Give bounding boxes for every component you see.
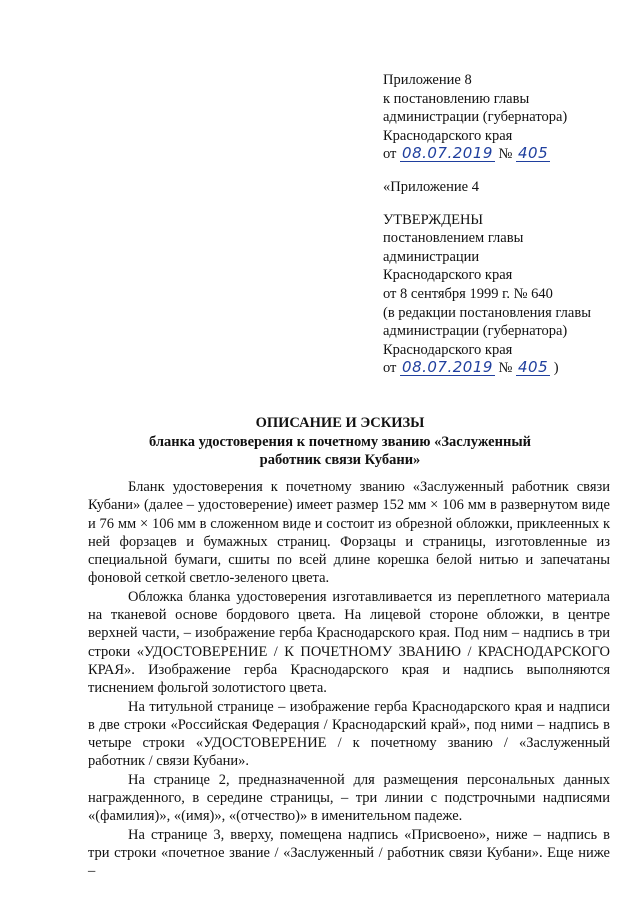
approved-line-7: администрации (губернатора)	[383, 323, 568, 340]
document-title	[40, 414, 640, 470]
handwritten-number: 405	[518, 358, 549, 377]
header-appendix-block	[383, 71, 633, 378]
title-line-1: ОПИСАНИЕ И ЭСКИЗЫ	[255, 415, 425, 431]
number-sign: №	[498, 360, 513, 377]
approved-line-5: от 8 сентября 1999 г. № 640	[383, 285, 553, 302]
paragraph-4: На странице 2, предназначенной для размещения персональных данных награжденного, в середине страницы, – три линии с подстрочными надписями «(фамилия)», «(имя)», «(отчество)» в именительном падеже.	[88, 771, 610, 825]
appendix-line-4: Краснодарского края	[383, 127, 513, 144]
approved-line-8: Краснодарского края	[383, 341, 513, 358]
paragraph-2: Обложка бланка удостоверения изготавливается из переплетного материала на тканевой основе бордового цвета. На лицевой стороне обложки, в центре верхней части, – изображение герба Краснодарского края. Под ним – надпись в три строки «УДОСТОВЕРЕНИЕ / К ПОЧЕТНОМУ ЗВАНИЮ / КРАСНОДАРСКОГО КРАЯ». Изображение герба Краснодарского края и надпись выполняются тиснением фольгой золотистого цвета.	[88, 588, 610, 697]
title-line-3: работник связи Кубани»	[259, 452, 421, 468]
paragraph-5: На странице 3, вверху, помещена надпись «Присвоено», ниже – надпись в три строки «почетное звание / «Заслуженный / работник связи Кубани». Еще ниже –	[88, 826, 610, 880]
handwritten-date: 08.07.2019	[402, 144, 493, 163]
approved-date-line	[383, 359, 633, 378]
handwritten-date: 08.07.2019	[402, 358, 493, 377]
approved-line-4: Краснодарского края	[383, 267, 513, 284]
date-prefix: от	[383, 360, 397, 377]
paragraph-1: Бланк удостоверения к почетному званию «Заслуженный работник связи Кубани» (далее – удостоверение) имеет размер 152 мм × 106 мм в развернутом виде и 76 мм × 106 мм в сложенном виде и состоит из обрезной обложки, приклеенных к ней форзацев и бумажных страниц. Форзацы и страницы, изготовленные из специальной бумаги, сшиты по всей длине корешка белой нитью и запечатаны фоновой сеткой светло-зеленого цвета.	[88, 479, 610, 587]
appendix-4-label: «Приложение 4	[383, 178, 479, 195]
handwritten-number: 405	[518, 144, 549, 163]
approved-line-1: УТВЕРЖДЕНЫ	[383, 211, 484, 228]
appendix-date-line	[383, 145, 633, 164]
approved-line-3: администрации	[383, 248, 480, 265]
approved-line-6: (в редакции постановления главы	[383, 304, 591, 321]
title-line-2: бланка удостоверения к почетному званию «Заслуженный	[148, 433, 532, 450]
approved-line-2: постановлением главы	[383, 230, 524, 247]
closing-paren: )	[553, 360, 559, 377]
paragraph-3: На титульной странице – изображение герба Краснодарского края и надписи в две строки «Российская Федерация / Краснодарский край», под ними – надпись в четыре строки «УДОСТОВЕРЕНИЕ / к почетному званию / «Заслуженный работник / связи Кубани».	[88, 698, 610, 770]
appendix-line-2: к постановлению главы	[383, 90, 530, 107]
number-sign: №	[498, 146, 513, 163]
appendix-line-1: Приложение 8	[383, 72, 472, 88]
appendix-line-3: администрации (губернатора)	[383, 109, 568, 126]
date-prefix: от	[383, 146, 397, 163]
document-body	[88, 478, 610, 881]
